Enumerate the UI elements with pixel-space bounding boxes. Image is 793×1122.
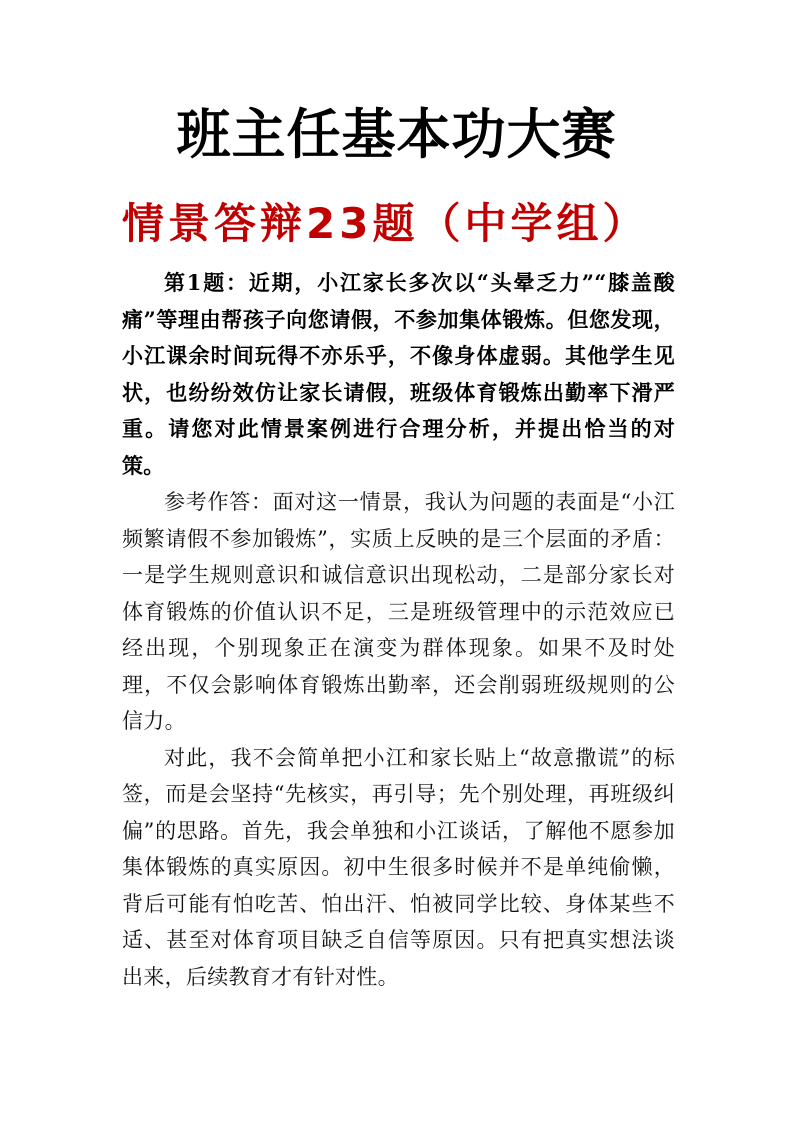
question-paragraph: 第1题：近期，小江家长多次以“头晕乏力”“膝盖酸痛”等理由帮孩子向您请假，不参加集体锻炼。但您发现，小江课余时间玩得不亦乐乎，不像身体虚弱。其他学生见状，也纷纷效仿让家长请假，班级体育锻炼出勤率下滑严重。请您对此情景案例进行合理分析，并提出恰当的对策。 xyxy=(122,270,675,478)
answer-paragraph: 参考作答：面对这一情景，我认为问题的表面是“小江频繁请假不参加锻炼”，实质上反映的是三个层面的矛盾：一是学生规则意识和诚信意识出现松动，二是部分家长对体育锻炼的价值认识不足，三是班级管理中的示范效应已经出现，个别现象正在演变为群体现象。如果不及时处理，不仅会影响体育锻炼出勤率，还会削弱班级规则的公信力。 xyxy=(122,490,675,733)
document-subtitle: 情景答辩23题（中学组） xyxy=(122,199,649,248)
answer-paragraph: 对此，我不会简单把小江和家长贴上“故意撒谎”的标签，而是会坚持“先核实，再引导；先个别处理，再班级纠偏”的思路。首先，我会单独和小江谈话，了解他不愿参加集体锻炼的真实原因。初中生很多时候并不是单纯偷懒，背后可能有怕吃苦、怕出汗、怕被同学比较、身体某些不适、甚至对体育项目缺乏自信等原因。只有把真实想法谈出来，后续教育才有针对性。 xyxy=(122,745,675,989)
document-title: 班主任基本功大赛 xyxy=(176,102,617,166)
document-body xyxy=(122,265,675,995)
